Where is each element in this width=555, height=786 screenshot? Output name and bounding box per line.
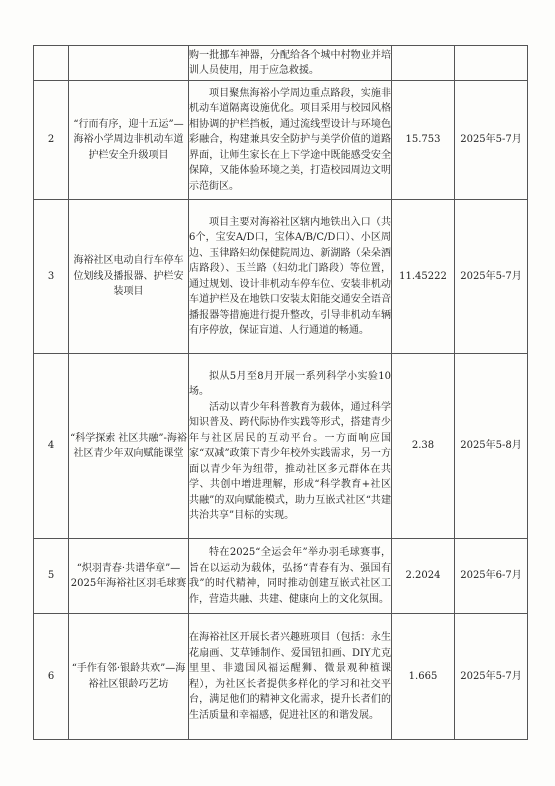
description-paragraph: 活动以青少年科普教育为载体，通过科学知识普及、跨代际协作实践等形式，搭建青少年与社区居民的互动平台。一方面响应国家“双减”政策下青少年校外实践需求，另一方面以青少年为纽带，推动社区多元群体在共学、共创中增进理解，形成“科学教育+社区共融”的双向赋能模式，助力互嵌式社区“共建共治共享”目标的实现。 <box>189 401 391 521</box>
project-amount: 11.45222 <box>392 200 455 354</box>
project-time: 2025年5-7月 <box>455 81 528 200</box>
table-row <box>34 614 528 740</box>
project-name: “炽羽青春·共谱华章”—2025年海裕社区羽毛球赛 <box>69 539 189 614</box>
description-paragraph: 在海裕社区开展长者兴趣班项目（包括：永生花扇画、艾草锤制作、爱国钮扣画、DIY尤克里里、非遗国风福运醒狮、微景观种植课程），为社区长者提供多样化的学习和社交平台，满足他们的精神文化需求，提升长者们的生活质量和幸福感，促进社区的和谐发展。 <box>189 632 391 721</box>
description-paragraph: 拟从5月至8月开展一系列科学小实验10场。 <box>189 370 391 397</box>
project-description <box>189 354 392 539</box>
table-row <box>34 81 528 200</box>
table-row <box>34 46 528 81</box>
row-number: 4 <box>34 354 69 539</box>
project-time: 2025年6-7月 <box>455 539 528 614</box>
project-description <box>189 46 392 81</box>
project-amount: 15.753 <box>392 81 455 200</box>
description-paragraph: 项目主要对海裕社区辖内地铁出入口（共6个，宝安A/D口，宝体A/B/C/D口）、小区周边、玉律路妇幼保健院周边、新湖路（朵朵酒店路段）、玉兰路（妇幼北门路段）等位置，通过规划、设计非机动车停车位、安装非机动车道护栏及在地铁口安装太阳能交通安全语音播报器等措施进行提升整改，引导非机动车辆有序停放，保证盲道、人行通道的畅通。 <box>189 216 391 336</box>
project-time <box>455 46 528 81</box>
row-number: 3 <box>34 200 69 354</box>
project-amount <box>392 46 455 81</box>
project-name <box>69 46 189 81</box>
project-table <box>33 45 528 740</box>
project-amount: 2.38 <box>392 354 455 539</box>
project-description <box>189 539 392 614</box>
project-description <box>189 81 392 200</box>
row-number <box>34 46 69 81</box>
description-paragraph: 特在2025“全运会年”举办羽毛球赛事，旨在以运动为载体，弘扬“青春有为、强国有我”的时代精神，同时推动创建互嵌式社区工作，营造共融、共建、健康向上的文化氛围。 <box>189 547 391 605</box>
project-name: “行而有序，迎十五运”—海裕小学周边非机动车道护栏安全升级项目 <box>69 81 189 200</box>
table-row <box>34 539 528 614</box>
project-description <box>189 200 392 354</box>
project-name: “科学探索 社区共融”-海裕社区青少年双向赋能课堂 <box>69 354 189 539</box>
table-row <box>34 354 528 539</box>
project-time: 2025年5-8月 <box>455 354 528 539</box>
project-name: “手作有邻·银龄共欢”—海裕社区银龄巧艺坊 <box>69 614 189 740</box>
description-paragraph: 项目聚焦海裕小学周边重点路段，实施非机动车道隔离设施优化。项目采用与校园风格相协调的护栏挡板，通过流线型设计与环境色彩融合，构建兼具安全防护与美学价值的道路界面，让师生家长在上下学途中既能感受安全保障，又能体验环境之美，打造校园周边文明示范街区。 <box>189 87 391 192</box>
row-number: 5 <box>34 539 69 614</box>
project-amount: 2.2024 <box>392 539 455 614</box>
description-paragraph: 购一批挪车神器，分配给各个城中村物业并培训人员使用，用于应急救援。 <box>189 49 391 76</box>
project-amount: 1.665 <box>392 614 455 740</box>
project-name: 海裕社区电动自行车停车位划线及播报器、护栏安装项目 <box>69 200 189 354</box>
row-number: 6 <box>34 614 69 740</box>
table-row <box>34 200 528 354</box>
project-time: 2025年5-7月 <box>455 200 528 354</box>
row-number: 2 <box>34 81 69 200</box>
project-time: 2025年5-7月 <box>455 614 528 740</box>
project-description <box>189 614 392 740</box>
